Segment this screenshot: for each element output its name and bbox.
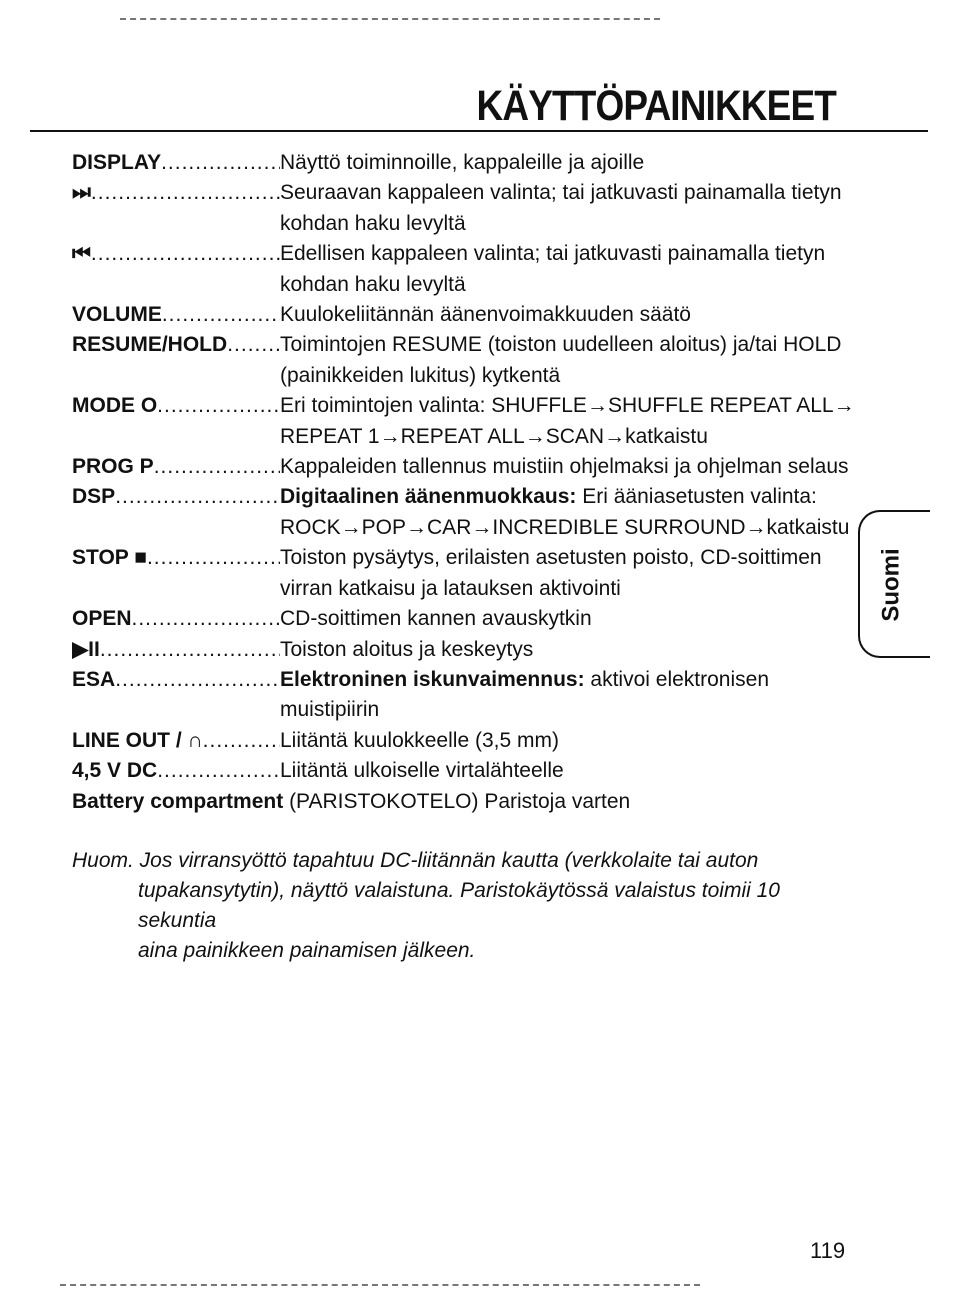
control-description-line: Toimintojen RESUME (toiston uudelleen aloitus) ja/tai HOLD xyxy=(280,333,842,357)
control-row xyxy=(72,726,862,756)
control-row xyxy=(72,148,862,178)
dot-leader xyxy=(157,756,280,786)
control-term: DISPLAY xyxy=(72,151,162,174)
control-description-line: Eri toimintojen valinta: SHUFFLE→SHUFFLE REPEAT ALL→ xyxy=(280,394,855,418)
control-description-line: Kappaleiden tallennus muistiin ohjelmaksi ja ohjelman selaus xyxy=(280,455,849,479)
control-description xyxy=(280,300,691,330)
dot-leader xyxy=(91,178,280,208)
control-term-leader xyxy=(72,665,280,695)
control-term: RESUME/HOLD xyxy=(72,333,228,357)
control-description-continuation: REPEAT 1→REPEAT ALL→SCAN→katkaistu xyxy=(280,424,708,448)
dot-leader xyxy=(100,635,280,665)
dot-leader xyxy=(227,330,280,360)
control-term: VOLUME xyxy=(72,303,162,327)
control-row xyxy=(72,604,862,634)
control-term-leader xyxy=(72,543,280,573)
control-row xyxy=(72,543,862,573)
control-description-continuation: kohdan haku levyltä xyxy=(280,272,466,296)
top-edge-marks xyxy=(120,18,660,21)
control-row xyxy=(72,300,862,330)
control-description-line: Liitäntä kuulokkeelle (3,5 mm) xyxy=(280,728,559,752)
control-row xyxy=(72,756,862,786)
control-description-line: Toiston aloitus ja keskeytys xyxy=(280,637,534,661)
control-description-line: Eri ääniasetusten valinta: xyxy=(576,485,817,509)
control-description-continuation: kohdan haku levyltä xyxy=(280,211,466,235)
control-term-leader xyxy=(72,726,280,756)
control-row xyxy=(72,330,862,360)
control-row xyxy=(72,391,862,421)
control-term: OPEN xyxy=(72,607,132,631)
control-term: ⏭ xyxy=(72,181,91,205)
battery-description: (PARISTOKOTELO) Paristoja varten xyxy=(283,789,631,813)
control-term-leader xyxy=(72,300,280,330)
control-description xyxy=(280,726,559,756)
control-term: LINE OUT / ∩ xyxy=(72,728,203,752)
control-description xyxy=(280,665,769,695)
control-description xyxy=(280,239,825,269)
dot-leader xyxy=(147,543,280,573)
control-description xyxy=(280,482,817,512)
control-description xyxy=(280,148,644,178)
page-number: 119 xyxy=(810,1238,846,1263)
control-description-line: Kuulokeliitännän äänenvoimakkuuden säätö xyxy=(280,303,691,327)
control-term-leader xyxy=(72,482,280,512)
control-term-leader xyxy=(72,391,280,421)
control-term-leader xyxy=(72,604,280,634)
control-description-line: Toiston pysäytys, erilaisten asetusten poisto, CD-soittimen xyxy=(280,546,822,570)
control-term: ⏮ xyxy=(72,242,91,266)
control-description-continuation: (painikkeiden lukitus) kytkentä xyxy=(280,363,561,387)
control-term: STOP ■ xyxy=(72,546,147,570)
control-term-leader xyxy=(72,330,280,360)
control-term-leader xyxy=(72,239,280,269)
note-line-2: tupakansytytin), näyttö valaistuna. Paristokäytössä valaistus toimii 10 sekuntia xyxy=(138,879,780,932)
title-rule xyxy=(30,130,928,132)
battery-row xyxy=(72,787,862,817)
control-row xyxy=(72,178,862,208)
control-description xyxy=(280,756,564,786)
control-term-leader xyxy=(72,635,280,665)
control-description-bold: Digitaalinen äänenmuokkaus: xyxy=(280,485,577,509)
control-term: PROG P xyxy=(72,455,154,479)
controls-list xyxy=(72,148,862,817)
control-row xyxy=(72,665,862,695)
control-description xyxy=(280,452,849,482)
dot-leader xyxy=(154,452,280,482)
note-line-1: Huom. Jos virransyöttö tapahtuu DC-liitännän kautta (verkkolaite tai auton xyxy=(72,849,759,872)
bottom-edge-marks xyxy=(60,1284,700,1287)
dot-leader xyxy=(162,300,280,330)
control-description-line: Näyttö toiminnoille, kappaleille ja ajoille xyxy=(280,151,645,174)
control-term: ▶II xyxy=(72,637,100,661)
dot-leader xyxy=(161,148,280,178)
control-description xyxy=(280,391,855,421)
dot-leader xyxy=(115,482,280,512)
control-row xyxy=(72,239,862,269)
control-term: 4,5 V DC xyxy=(72,759,158,783)
control-row xyxy=(72,452,862,482)
control-description xyxy=(280,178,842,208)
control-term: ESA xyxy=(72,667,116,691)
control-term: DSP xyxy=(72,485,116,509)
control-description-continuation: ROCK→POP→CAR→INCREDIBLE SURROUND→katkaistu xyxy=(280,515,850,539)
control-term: MODE O xyxy=(72,394,158,418)
battery-term: Battery compartment xyxy=(72,789,284,813)
control-description-bold: Elektroninen iskunvaimennus: xyxy=(280,667,585,691)
control-term-leader xyxy=(72,148,280,178)
control-description-line: aktivoi elektronisen xyxy=(584,667,770,691)
dot-leader xyxy=(132,604,280,634)
control-description xyxy=(280,330,841,360)
control-description-line: Seuraavan kappaleen valinta; tai jatkuvasti painamalla tietyn xyxy=(280,181,842,205)
control-description-line: Liitäntä ulkoiselle virtalähteelle xyxy=(280,759,564,783)
control-term-leader xyxy=(72,756,280,786)
control-description-continuation: virran katkaisu ja latauksen aktivointi xyxy=(280,576,621,600)
control-term-leader xyxy=(72,178,280,208)
note-line-3: aina painikkeen painamisen jälkeen. xyxy=(138,939,476,962)
dot-leader xyxy=(157,391,280,421)
language-tab-label: Suomi xyxy=(878,548,905,622)
control-description xyxy=(280,543,822,573)
control-description-line: Edellisen kappaleen valinta; tai jatkuvasti painamalla tietyn xyxy=(280,242,826,266)
control-description-continuation: muistipiirin xyxy=(280,698,380,722)
control-row xyxy=(72,635,862,665)
control-term-leader xyxy=(72,452,280,482)
control-description-line: CD-soittimen kannen avauskytkin xyxy=(280,607,592,631)
dot-leader xyxy=(91,239,280,269)
page-title: KÄYTTÖPAINIKKEET xyxy=(476,82,836,130)
control-row xyxy=(72,482,862,512)
note-paragraph xyxy=(72,846,842,966)
control-description xyxy=(280,635,533,665)
dot-leader xyxy=(203,726,280,756)
dot-leader xyxy=(115,665,280,695)
control-description xyxy=(280,604,592,634)
language-tab-label-box xyxy=(872,540,912,630)
